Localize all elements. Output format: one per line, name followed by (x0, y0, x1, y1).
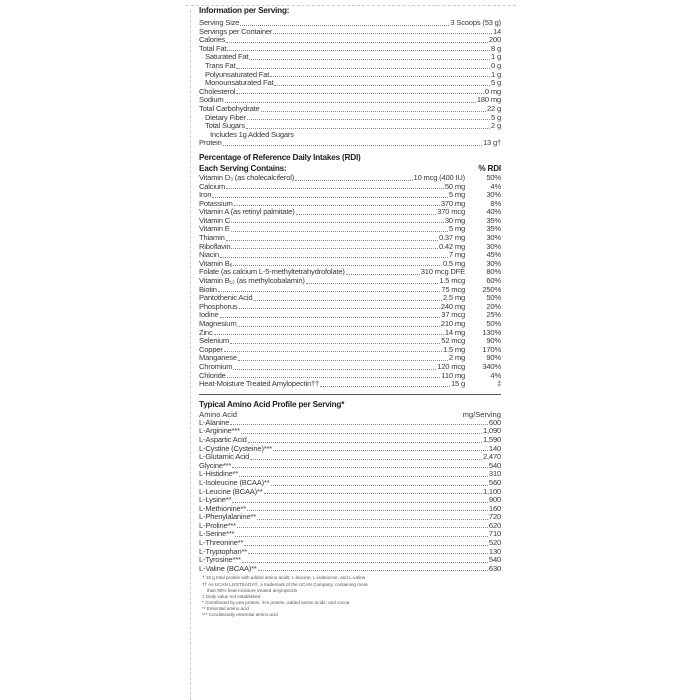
nutrient-amount: 30 mg (444, 215, 465, 225)
nutrient-amount: 10 mcg (400 IU) (413, 172, 465, 182)
nutrient-pct-rdi: 250% (482, 284, 501, 294)
rdi-row (199, 380, 501, 389)
dot-leader (270, 76, 490, 77)
nutrient-pct-rdi: 170% (482, 344, 501, 354)
nutrient-amount: 0.5 mg (442, 258, 465, 268)
each-serving-label: Each Serving Contains: (199, 163, 287, 173)
amino-value: 520 (488, 538, 501, 548)
dot-leader (225, 102, 476, 103)
left-dashed-border (190, 10, 191, 700)
amino-value: 310 (488, 469, 501, 479)
amino-label: L-Threonine** (199, 538, 244, 548)
amino-value: 140 (488, 443, 501, 453)
nutrient-label: Biotin (199, 284, 217, 294)
dot-leader (231, 231, 448, 232)
dot-leader (230, 424, 488, 425)
info-row (199, 88, 501, 97)
nutrient-pct-rdi: 35% (486, 224, 501, 234)
info-label: Trans Fat (205, 60, 236, 70)
amino-value: 540 (488, 460, 501, 470)
footnote: *** Conditionally essential amino acid (202, 612, 278, 617)
amino-title: Typical Amino Acid Profile per Serving* (199, 399, 345, 409)
nutrient-amount: 110 mg (441, 370, 465, 380)
dot-leader (240, 25, 449, 26)
nutrient-label: Vitamin C (199, 215, 230, 225)
nutrient-amount: 2.5 mg (442, 293, 465, 303)
footnote: * Contributed by pea protein, rice protein, added amino acids, and cocoa (202, 599, 350, 605)
dot-leader (236, 68, 490, 69)
rdi-main (199, 380, 465, 389)
info-label: Saturated Fat (205, 52, 249, 62)
dot-leader (346, 274, 420, 275)
nutrient-label: Riboflavin (199, 241, 231, 251)
info-value: 5 g (491, 112, 501, 122)
rdi-main (199, 329, 465, 338)
pct-rdi-header: % RDI (478, 163, 501, 173)
info-row (199, 28, 501, 37)
nutrient-pct-rdi: 80% (486, 267, 501, 277)
footnotes (199, 575, 501, 618)
dot-leader (274, 85, 490, 86)
dot-leader (258, 570, 488, 571)
dot-leader (223, 145, 482, 146)
rdi-title: Percentage of Reference Daily Intakes (RDI) (199, 152, 361, 162)
rdi-main (199, 174, 465, 183)
dot-leader (218, 291, 441, 292)
amino-value: 600 (488, 417, 501, 427)
dot-leader (230, 343, 440, 344)
nutrient-pct-rdi: 340% (482, 361, 501, 371)
rdi-main (199, 337, 465, 346)
amino-row (199, 462, 501, 471)
info-value: 13 g† (482, 138, 501, 148)
rdi-rows (199, 174, 501, 389)
nutrient-label: Folate (as calcium L-5-methyltetrahydrofolate) (199, 267, 345, 277)
amino-header (199, 410, 501, 419)
amino-value: 720 (488, 512, 501, 522)
dot-leader (226, 188, 444, 189)
dot-leader (220, 317, 441, 318)
nutrient-amount: 0.42 mg (438, 241, 465, 251)
dot-leader (249, 59, 490, 60)
info-label: Monounsaturated Fat (205, 78, 274, 88)
info-value: 2 g (491, 121, 501, 131)
dot-leader (232, 467, 488, 468)
amino-value: 540 (488, 555, 501, 565)
rdi-main (199, 183, 465, 192)
nutrient-amount: 370 mg (440, 198, 465, 208)
dot-leader (247, 510, 488, 511)
nutrient-pct-rdi: 40% (486, 207, 501, 217)
rdi-main (199, 320, 465, 329)
nutrient-amount: 310 mcg DFE (420, 267, 465, 277)
rdi-main (199, 311, 465, 320)
nutrient-pct-rdi: 45% (486, 250, 501, 260)
nutrient-amount: 5 mg (448, 190, 465, 200)
amino-label: L-Glutamic Acid (199, 452, 250, 462)
info-value: 0 mg (484, 86, 501, 96)
amino-label: L-Valine (BCAA)** (199, 563, 257, 573)
footnote: ‡ Daily value not established (202, 593, 261, 599)
nutrient-label: Vitamin B₆ (199, 258, 233, 268)
nutrient-pct-rdi: ‡ (496, 379, 501, 389)
info-row (199, 131, 501, 140)
nutrient-amount: 7 mg (448, 250, 465, 260)
dot-leader (239, 308, 440, 309)
supplement-facts-panel (199, 6, 501, 618)
amino-label: L-Aspartic Acid (199, 434, 247, 444)
rdi-main (199, 208, 465, 217)
rdi-main (199, 294, 465, 303)
dot-leader (273, 450, 488, 451)
dot-leader (226, 240, 438, 241)
rdi-main (199, 303, 465, 312)
dot-leader (233, 265, 442, 266)
nutrient-pct-rdi: 50% (486, 172, 501, 182)
nutrient-pct-rdi: 30% (486, 241, 501, 251)
dot-leader (231, 248, 438, 249)
rdi-main (199, 363, 465, 372)
dot-leader (261, 111, 486, 112)
rdi-main (199, 191, 465, 200)
dot-leader (241, 433, 482, 434)
nutrient-amount: 5 mg (448, 224, 465, 234)
nutrient-label: Vitamin D₃ (as cholecalciferol) (199, 172, 295, 182)
amino-label: L-Alanine (199, 417, 230, 427)
nutrient-label: Vitamin E (199, 224, 230, 234)
dot-leader (306, 283, 439, 284)
info-value: 8 g (491, 43, 501, 53)
amino-label: L-Tyrosine*** (199, 555, 241, 565)
info-label: Protein (199, 138, 222, 148)
dot-leader (212, 197, 448, 198)
amino-row (199, 565, 501, 574)
nutrient-amount: 240 mg (440, 301, 465, 311)
dot-leader (236, 93, 484, 94)
amino-label: L-Lysine** (199, 495, 232, 505)
dot-leader (227, 377, 441, 378)
dot-leader (235, 536, 488, 537)
amino-value: 900 (488, 495, 501, 505)
dot-leader (239, 476, 488, 477)
amino-value: 1,090 (482, 426, 501, 436)
info-label: Total Fat (199, 43, 227, 53)
footnote: than 90% heat-moisture treated amylopectin (207, 587, 298, 593)
info-row (199, 79, 501, 88)
amino-value: 130 (488, 546, 501, 556)
nutrient-label: Chromium (199, 361, 233, 371)
footnote: ** Essential amino acid (202, 605, 249, 611)
amino-label: L-Leucine (BCAA)** (199, 486, 263, 496)
amino-row (199, 419, 501, 428)
rdi-main (199, 217, 465, 226)
nutrient-amount: 1.5 mcg (439, 276, 465, 286)
amino-label: L-Methionine** (199, 503, 247, 513)
nutrient-pct-rdi: 50% (486, 319, 501, 328)
dot-leader (248, 442, 482, 443)
dot-leader (234, 205, 440, 206)
dot-leader (242, 562, 488, 563)
info-value: 200 (488, 35, 501, 45)
nutrient-amount: 120 mcg (437, 361, 465, 371)
nutrient-pct-rdi: 90% (486, 353, 501, 363)
dot-leader (264, 493, 482, 494)
info-label: Includes 1g Added Sugars (210, 129, 294, 139)
info-value: 22 g (487, 103, 501, 113)
dot-leader (237, 527, 488, 528)
nutrient-amount: 1.5 mg (442, 344, 465, 354)
dot-leader (295, 180, 412, 181)
rdi-main (199, 346, 465, 355)
dot-leader (244, 545, 488, 546)
rdi-main (199, 251, 465, 260)
rdi-main (199, 225, 465, 234)
dot-leader (227, 50, 490, 51)
dot-leader (247, 119, 490, 120)
info-label: Cholesterol (199, 86, 236, 96)
info-value: 5 g (491, 78, 501, 88)
nutrient-pct-rdi: 4% (490, 370, 501, 380)
nutrient-amount: 15 g (451, 379, 465, 389)
amino-label: L-Histidine** (199, 469, 239, 479)
amino-label: L-Isoleucine (BCAA)** (199, 477, 270, 487)
nutrient-amount: 210 mg (440, 319, 465, 328)
amino-row (199, 530, 501, 539)
amino-value: 560 (488, 477, 501, 487)
dot-leader (296, 214, 437, 215)
dot-leader (232, 502, 488, 503)
nutrient-label: Iron (199, 190, 212, 200)
nutrient-label: Calcium (199, 181, 226, 191)
dot-leader (273, 33, 492, 34)
nutrient-pct-rdi: 25% (486, 310, 501, 320)
info-row (199, 139, 501, 148)
nutrient-pct-rdi: 60% (486, 276, 501, 286)
nutrient-pct-rdi: 50% (486, 293, 501, 303)
info-row (199, 53, 501, 62)
info-label: Total Sugars (205, 121, 245, 131)
amino-label: L-Phenylalanine** (199, 512, 256, 522)
dot-leader (238, 360, 448, 361)
nutrient-amount: 52 mcg (441, 336, 465, 346)
info-row (199, 36, 501, 45)
amino-label: L-Serine*** (199, 529, 235, 539)
dot-leader (237, 326, 439, 327)
rdi-main (199, 354, 465, 363)
nutrient-amount: 14 mg (444, 327, 465, 337)
dot-leader (250, 459, 482, 460)
info-label: Total Carbohydrate (199, 103, 260, 113)
nutrient-pct-rdi: 35% (486, 215, 501, 225)
rdi-main (199, 243, 465, 252)
dot-leader (226, 42, 488, 43)
nutrient-label: Thiamin (199, 233, 225, 243)
amino-value: 710 (488, 529, 501, 539)
dot-leader (224, 351, 442, 352)
amino-col-left: Amino Acid (199, 409, 237, 419)
nutrient-label: Vitamin B₁₂ (as methylcobalamin) (199, 276, 305, 286)
nutrient-amount: 37 mcg (441, 310, 465, 320)
info-value: 0 g (491, 60, 501, 70)
amino-rows (199, 419, 501, 574)
nutrient-pct-rdi: 4% (490, 181, 501, 191)
nutrient-pct-rdi: 130% (482, 327, 501, 337)
nutrient-amount: 75 mcg (441, 284, 465, 294)
dot-leader (271, 485, 488, 486)
dot-leader (214, 334, 444, 335)
amino-col-right: mg/Serving (462, 409, 501, 419)
info-title: Information per Serving: (199, 6, 290, 15)
amino-value: 620 (488, 520, 501, 530)
info-label: Dietary Fiber (205, 112, 246, 122)
info-value: 14 (492, 26, 501, 36)
nutrient-amount: 2 mg (448, 353, 465, 363)
dot-leader (233, 369, 436, 370)
rdi-main (199, 234, 465, 243)
nutrient-pct-rdi: 90% (486, 336, 501, 346)
amino-value: 1,100 (482, 486, 501, 496)
dot-leader (257, 519, 488, 520)
dot-leader (246, 128, 490, 129)
nutrient-amount: 50 mg (444, 181, 465, 191)
info-label: Sodium (199, 95, 224, 105)
info-label: Calories (199, 35, 226, 45)
section-divider (199, 394, 501, 395)
nutrient-pct-rdi: 20% (486, 301, 501, 311)
footnote: † 15 g total protein with added amino acids: L-leucine, L-isoleucine, and L-valine (202, 575, 366, 581)
amino-value: 160 (488, 503, 501, 513)
amino-label: L-Cystine (Cysteine)*** (199, 443, 273, 453)
dot-leader (231, 222, 444, 223)
info-label: Serving Size (199, 18, 240, 27)
info-value: 1 g (491, 69, 501, 79)
amino-value: 630 (488, 563, 501, 573)
info-label: Servings per Container (199, 26, 273, 36)
info-rows (199, 19, 501, 148)
nutrient-label: Copper (199, 344, 223, 354)
nutrient-label: Heat-Moisture Treated Amylopectin†† (199, 379, 320, 389)
amino-row (199, 453, 501, 462)
amino-row (199, 513, 501, 522)
nutrient-label: Iodine (199, 310, 219, 320)
nutrient-label: Zinc (199, 327, 213, 337)
info-label: Polyunsaturated Fat (205, 69, 270, 79)
dot-leader (253, 300, 442, 301)
amino-row (199, 548, 501, 557)
info-value: 180 mg (476, 95, 501, 105)
amino-row (199, 522, 501, 531)
nutrient-label: Pantothenic Acid (199, 293, 253, 303)
amino-value: 2,470 (482, 452, 501, 462)
footnote: †† As UCAN LIVSTEADY®, a trademark of the UCAN Company, containing more (202, 581, 368, 587)
amino-label: L-Proline*** (199, 520, 236, 530)
info-value: 1 g (491, 52, 501, 62)
dot-leader (220, 257, 448, 258)
rdi-main (199, 277, 465, 286)
info-value: 3 Scoops (53 g) (450, 18, 501, 27)
amino-label: Glycine*** (199, 460, 232, 470)
nutrient-amount: 370 mcg (437, 207, 465, 217)
amino-row (199, 488, 501, 497)
dot-leader (248, 553, 488, 554)
amino-label: L-Tryptophan** (199, 546, 247, 556)
amino-label: L-Arginine*** (199, 426, 240, 436)
nutrient-amount: 0.37 mg (438, 233, 465, 243)
nutrient-label: Chloride (199, 370, 226, 380)
nutrient-label: Magnesium (199, 319, 237, 328)
nutrient-label: Phosphorus (199, 301, 238, 311)
nutrient-pct-rdi: 30% (486, 258, 501, 268)
nutrient-pct-rdi: 8% (490, 198, 501, 208)
amino-value: 1,590 (482, 434, 501, 444)
nutrient-label: Manganese (199, 353, 237, 363)
nutrient-label: Vitamin A (as retinyl palmitate) (199, 207, 295, 217)
nutrient-pct-rdi: 30% (486, 190, 501, 200)
dot-leader (320, 386, 450, 387)
nutrient-label: Selenium (199, 336, 230, 346)
nutrient-label: Niacin (199, 250, 219, 260)
nutrient-label: Potassium (199, 198, 233, 208)
nutrient-pct-rdi: 30% (486, 233, 501, 243)
